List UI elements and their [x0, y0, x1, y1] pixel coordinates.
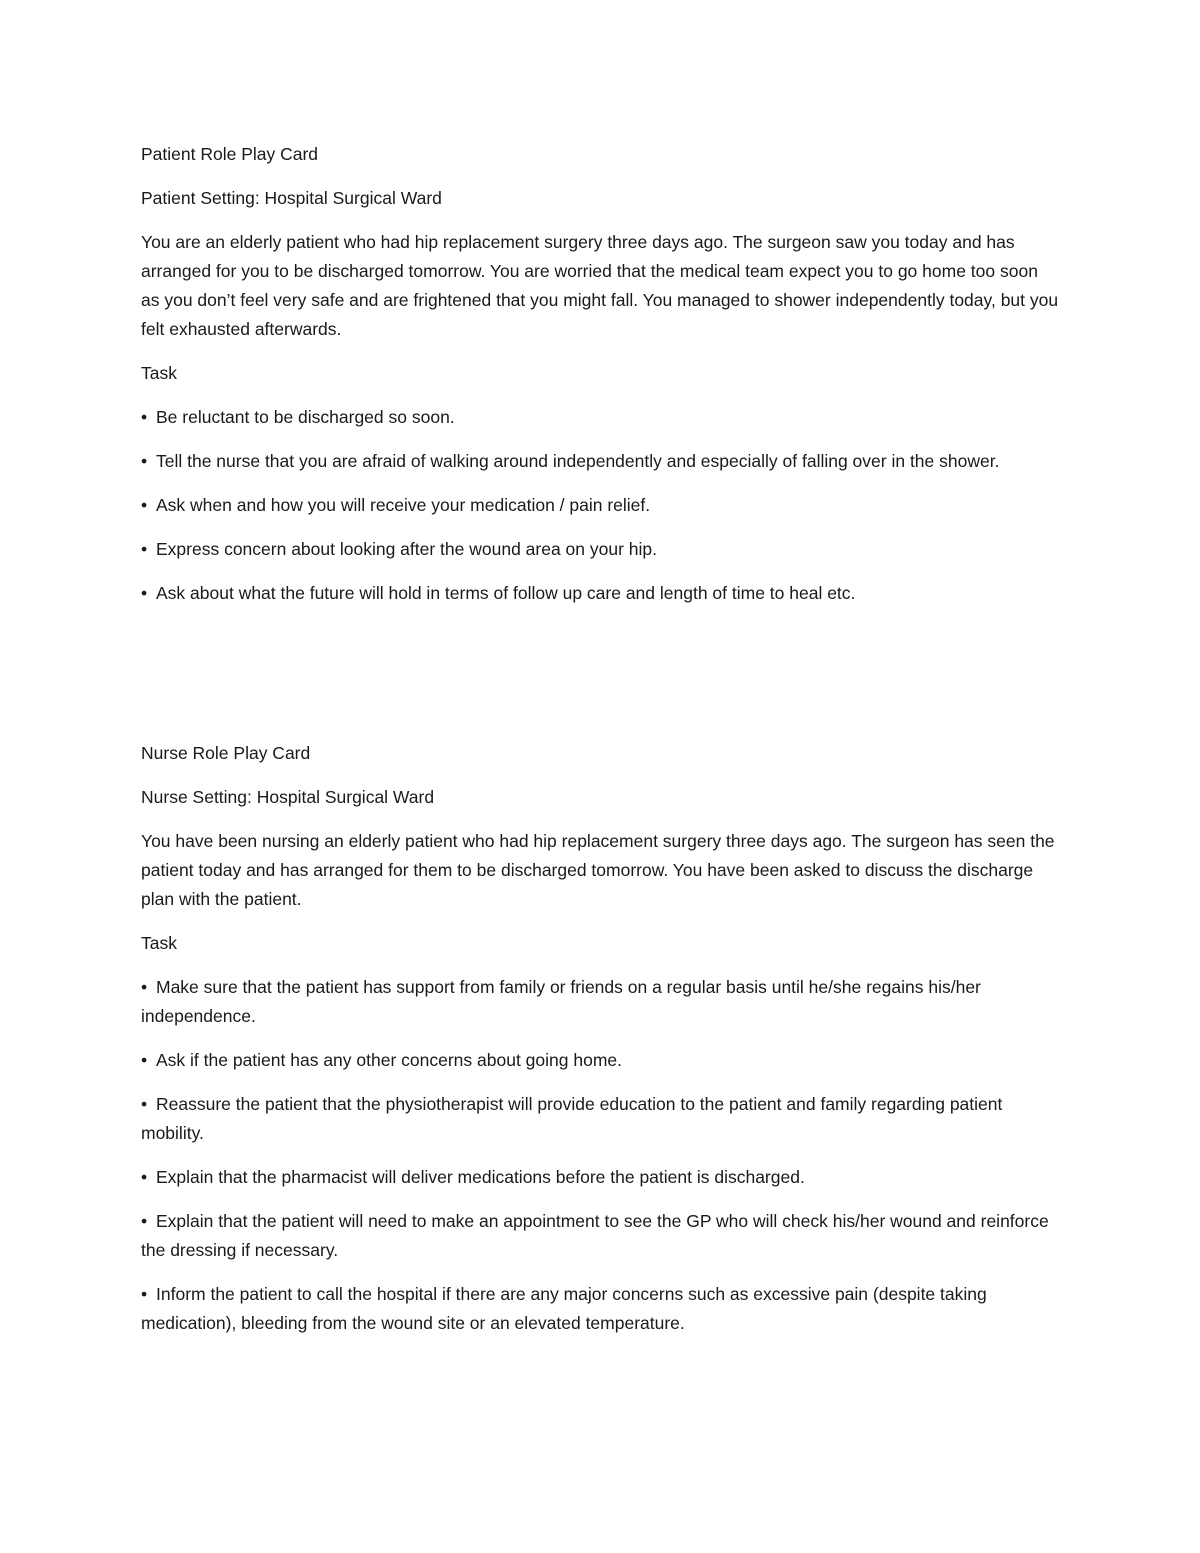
- patient-task-item: • Ask about what the future will hold in terms of follow up care and length of time to heal etc.: [141, 579, 1061, 608]
- patient-task-item: • Tell the nurse that you are afraid of walking around independently and especially of falling over in the shower.: [141, 447, 1061, 476]
- nurse-task-item: • Reassure the patient that the physiotherapist will provide education to the patient and family regarding patient mobility.: [141, 1090, 1061, 1148]
- nurse-task-item: • Explain that the patient will need to make an appointment to see the GP who will check his/her wound and reinforce the dressing if necessary.: [141, 1207, 1061, 1265]
- patient-role-play-card: [141, 140, 1061, 623]
- nurse-role-play-card: [141, 739, 1061, 1353]
- nurse-card-setting: Nurse Setting: Hospital Surgical Ward: [141, 787, 435, 807]
- patient-task-item: • Be reluctant to be discharged so soon.: [141, 403, 1061, 432]
- patient-task-item: • Ask when and how you will receive your medication / pain relief.: [141, 491, 1061, 520]
- patient-card-setting: Patient Setting: Hospital Surgical Ward: [141, 188, 442, 208]
- nurse-task-item: • Inform the patient to call the hospital if there are any major concerns such as excessive pain (despite taking medication), bleeding from the wound site or an elevated temperature.: [141, 1280, 1061, 1338]
- nurse-card-title: Nurse Role Play Card: [141, 743, 311, 763]
- nurse-task-item: • Explain that the pharmacist will deliver medications before the patient is discharged.: [141, 1163, 1061, 1192]
- nurse-task-heading: Task: [141, 933, 177, 953]
- nurse-task-item: • Make sure that the patient has support from family or friends on a regular basis until he/she regains his/her independence.: [141, 973, 1061, 1031]
- nurse-card-description: You have been nursing an elderly patient who had hip replacement surgery three days ago. The surgeon has seen the patient today and has arranged for them to be discharged tomorrow. You have been asked to discuss the discharge plan with the patient.: [141, 831, 1055, 909]
- patient-card-description: You are an elderly patient who had hip replacement surgery three days ago. The surgeon saw you today and has arranged for you to be discharged tomorrow. You are worried that the medical team expect you to go home too soon as you don’t feel very safe and are frightened that you might fall. You managed to shower independently today, but you felt exhausted afterwards.: [141, 232, 1059, 339]
- patient-card-title: Patient Role Play Card: [141, 144, 319, 164]
- patient-task-heading: Task: [141, 363, 177, 383]
- nurse-task-item: • Ask if the patient has any other concerns about going home.: [141, 1046, 1061, 1075]
- patient-task-item: • Express concern about looking after the wound area on your hip.: [141, 535, 1061, 564]
